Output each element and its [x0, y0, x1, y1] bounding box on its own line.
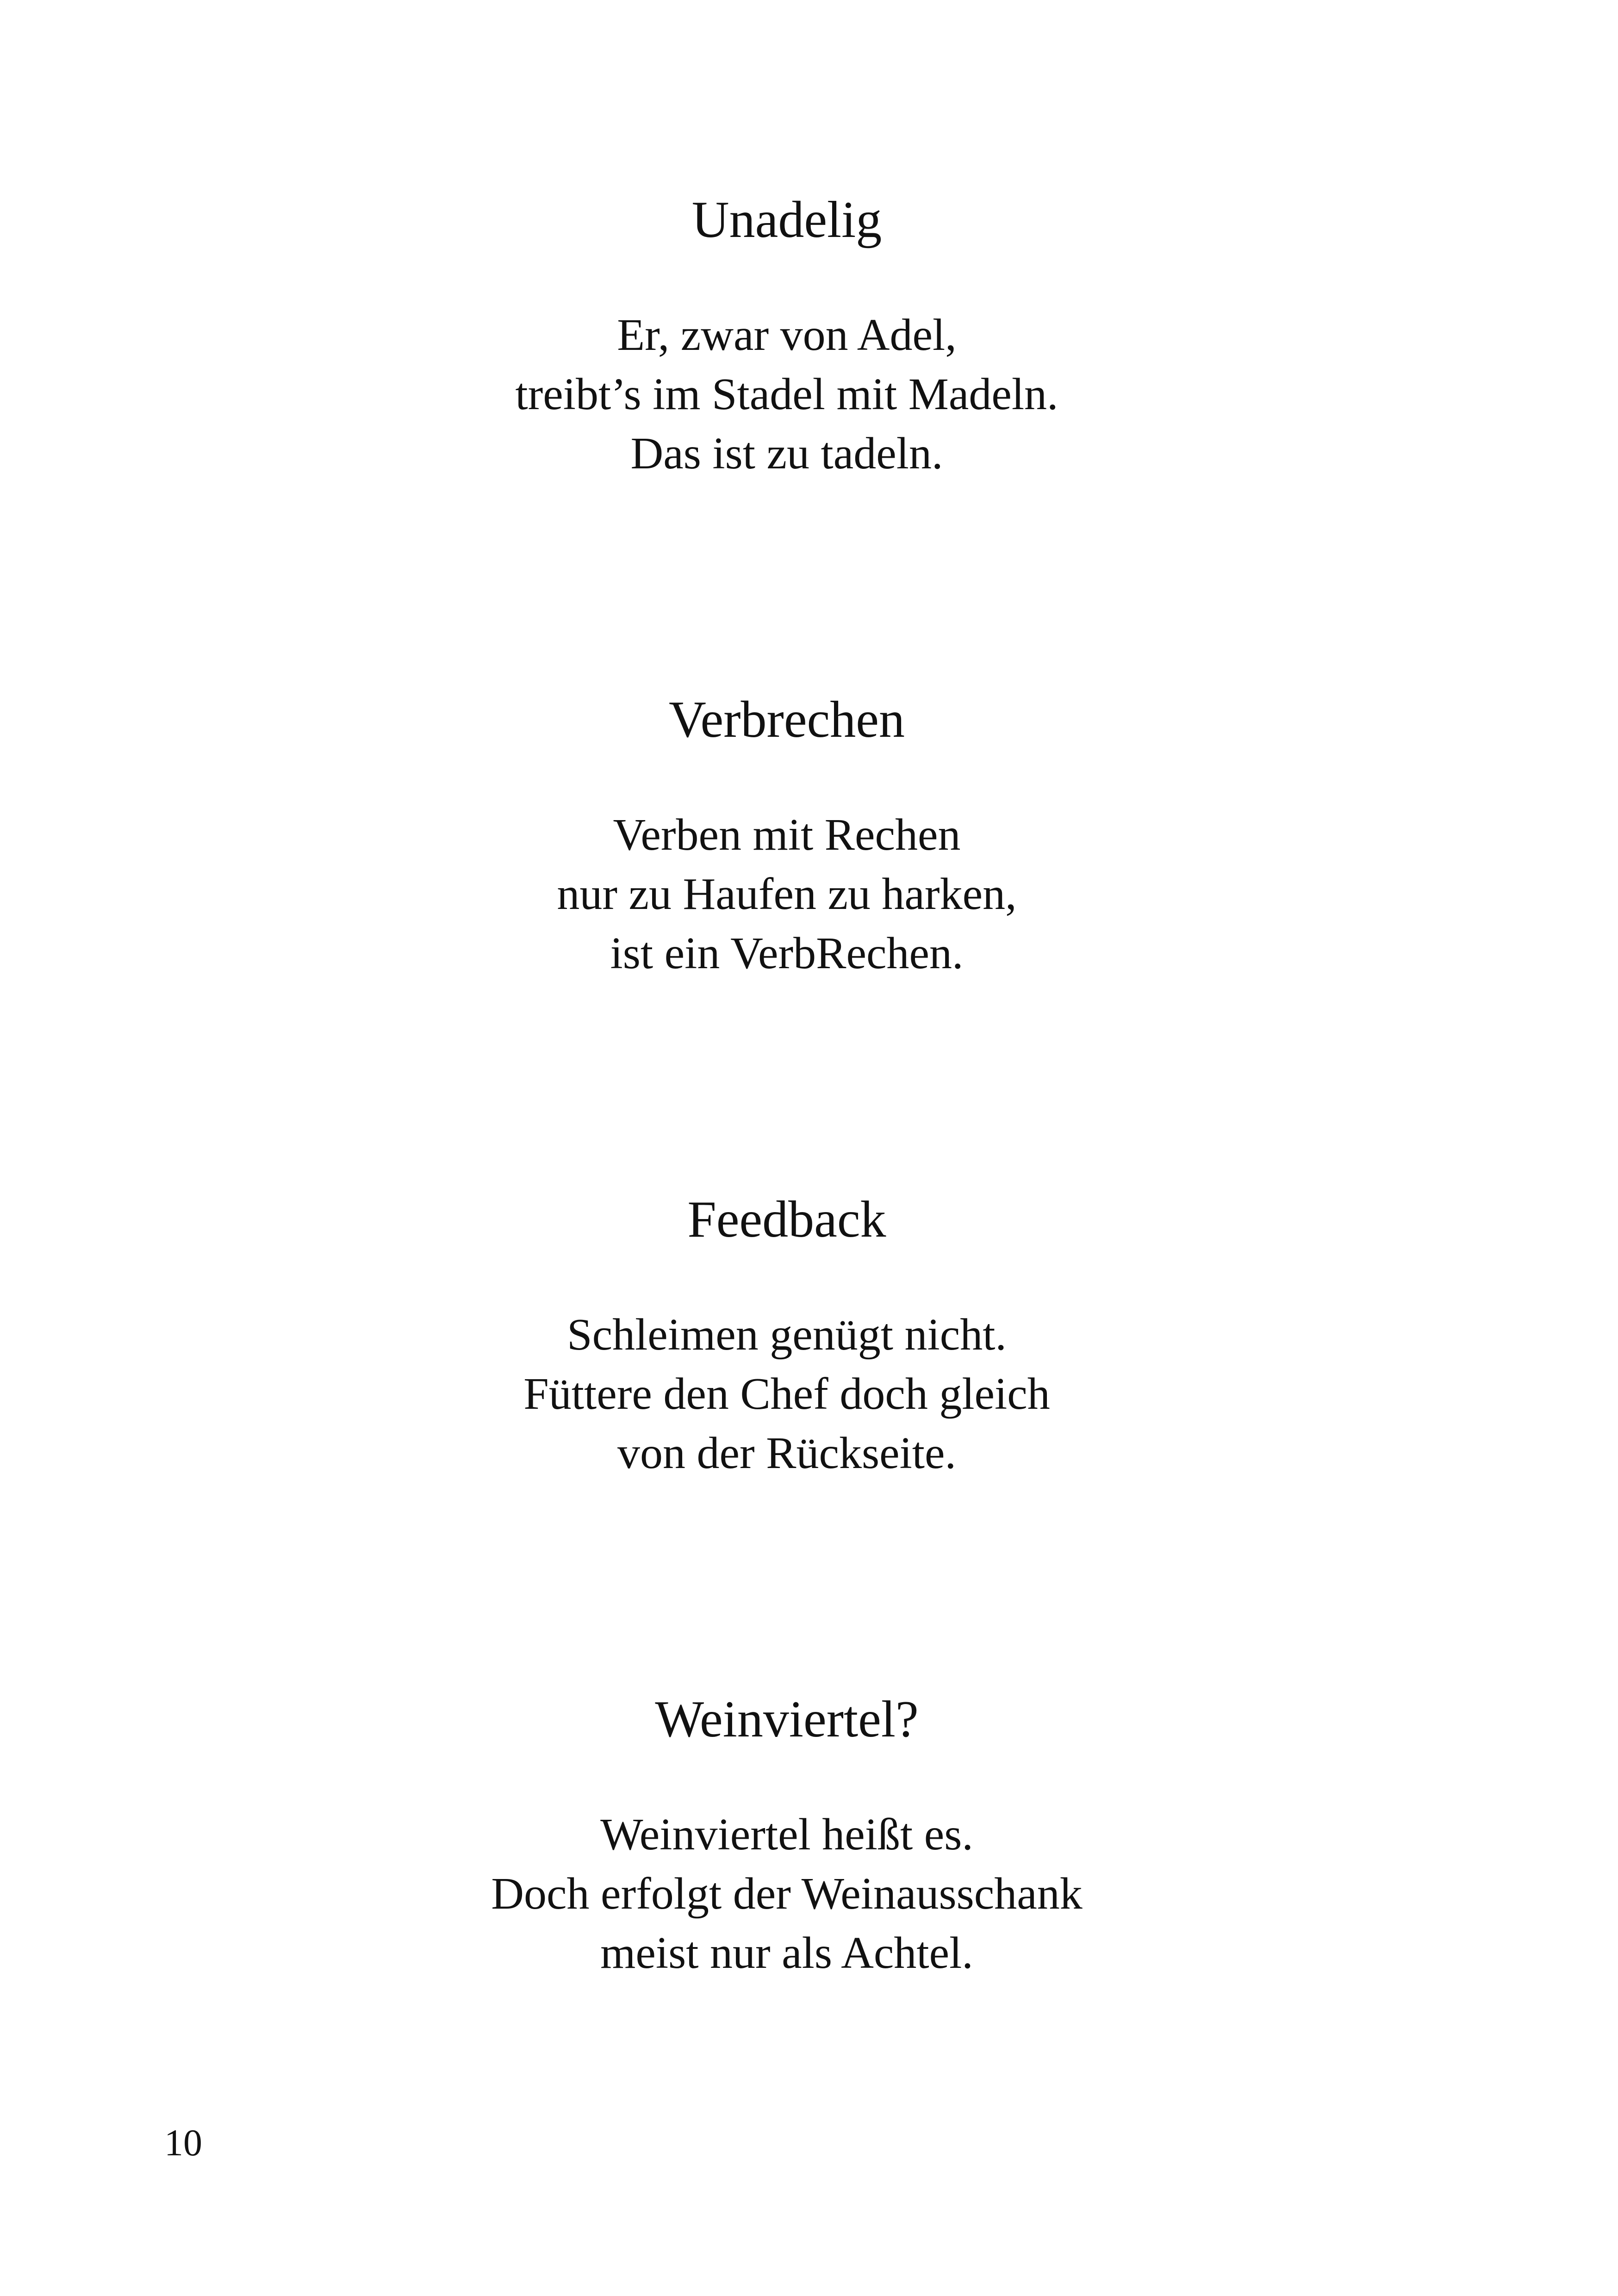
poem-line: Füttere den Chef doch gleich [523, 1369, 1050, 1419]
poem-line: Er, zwar von Adel, [617, 310, 957, 360]
poem-line: Weinviertel heißt es. [600, 1810, 973, 1860]
poem-line: Doch erfolgt der Weinausschank [491, 1869, 1083, 1919]
poem-body [0, 1305, 1574, 1483]
poem-title: Weinviertel? [655, 1691, 919, 1748]
poem-line: Verben mit Rechen [613, 810, 961, 860]
poem-line: von der Rückseite. [617, 1428, 957, 1478]
poem-feedback [0, 1189, 1574, 1483]
poem-body [0, 805, 1574, 983]
page-number: 10 [164, 2122, 202, 2164]
poem-title: Unadelig [691, 191, 882, 249]
poem-line: treibt’s im Stadel mit Madeln. [515, 369, 1058, 419]
poem-body [0, 305, 1574, 483]
poem-line: meist nur als Achtel. [600, 1928, 973, 1978]
poem-weinviertel [0, 1689, 1574, 1983]
poem-body [0, 1805, 1574, 1983]
poem-line: nur zu Haufen zu harken, [557, 869, 1017, 919]
poem-title: Feedback [687, 1191, 886, 1248]
poem-line: ist ein VerbRechen. [610, 928, 964, 978]
poem-verbrechen [0, 690, 1574, 983]
poem-line: Das ist zu tadeln. [630, 429, 943, 479]
poem-line: Schleimen genügt nicht. [567, 1310, 1007, 1360]
poem-title: Verbrechen [669, 691, 905, 748]
poem-unadelig [0, 190, 1574, 483]
